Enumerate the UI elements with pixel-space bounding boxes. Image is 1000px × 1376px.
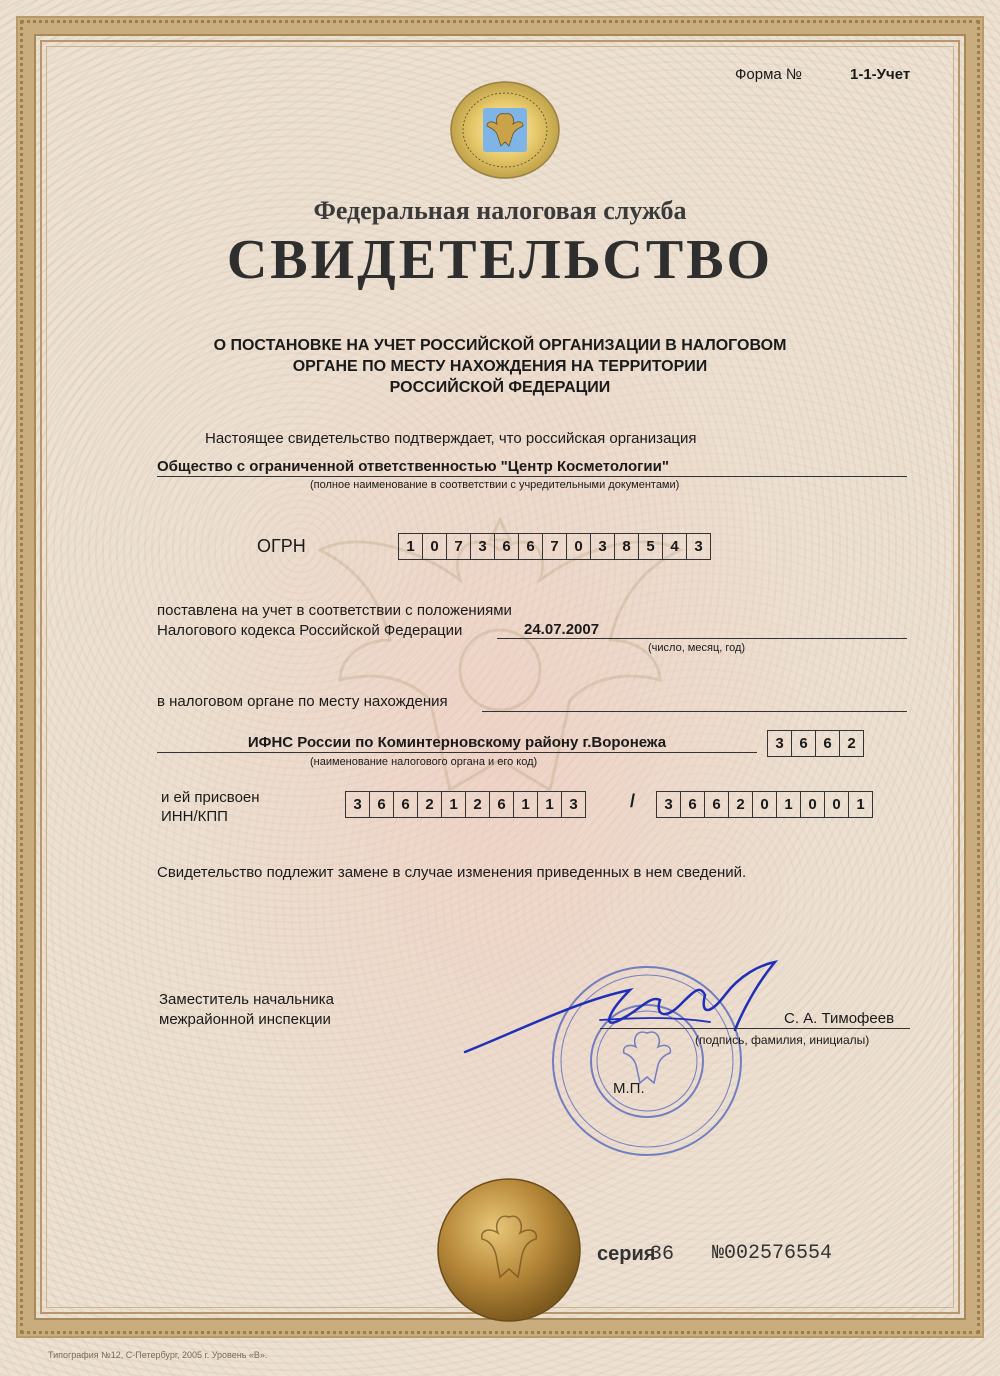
typography-imprint: Типография №12, С-Петербург, 2005 г. Уровень «В». — [48, 1350, 268, 1360]
number-sign: № — [712, 1242, 725, 1265]
series-label: серия — [597, 1243, 656, 1265]
ogrn-digits — [398, 533, 711, 560]
ogrn-digit: 0 — [567, 533, 591, 560]
ogrn-digit: 6 — [495, 533, 519, 560]
inn-digit: 2 — [418, 791, 442, 818]
tax-code-digit: 3 — [767, 730, 792, 757]
form-label: Форма № — [735, 66, 803, 83]
kpp-digit: 1 — [849, 791, 873, 818]
kpp-digit: 2 — [729, 791, 753, 818]
subtitle-line: РОССИЙСКОЙ ФЕДЕРАЦИИ — [389, 379, 611, 396]
inn-digits — [345, 791, 586, 818]
signatory-position-line-2: межрайонной инспекции — [159, 1011, 331, 1028]
kpp-digits — [656, 791, 873, 818]
kpp-digit: 0 — [753, 791, 777, 818]
subtitle-line: ОРГАНЕ ПО МЕСТУ НАХОЖДЕНИЯ НА ТЕРРИТОРИИ — [292, 358, 708, 375]
kpp-digit: 0 — [801, 791, 825, 818]
tax-authority-location-text: в налоговом органе по месту нахождения — [157, 693, 448, 710]
confirm-text: Настоящее свидетельство подтверждает, что российская организация — [205, 430, 697, 447]
kpp-digit: 0 — [825, 791, 849, 818]
signature-line — [600, 1028, 910, 1029]
inn-kpp-label: ИНН/КПП — [161, 808, 228, 825]
inn-digit: 6 — [394, 791, 418, 818]
gold-seal-icon — [436, 1177, 582, 1323]
signatory-position-line-1: Заместитель начальника — [159, 991, 335, 1008]
organization-name-hint: (полное наименование в соответствии с учредительными документами) — [310, 479, 680, 491]
subtitle-line: О ПОСТАНОВКЕ НА УЧЕТ РОССИЙСКОЙ ОРГАНИЗАЦИИ В НАЛОГОВОМ — [213, 337, 787, 354]
registration-line-1: поставлена на учет в соответствии с положениями — [157, 602, 512, 619]
inn-digit: 1 — [514, 791, 538, 818]
tax-authority-hint: (наименование налогового органа и его код) — [310, 756, 538, 768]
certificate-title: СВИДЕТЕЛЬСТВО — [226, 229, 774, 291]
underline — [482, 711, 907, 712]
inn-digit: 1 — [442, 791, 466, 818]
certificate-subtitle — [150, 335, 850, 398]
tax-code-digit: 6 — [816, 730, 840, 757]
replacement-note: Свидетельство подлежит замене в случае изменения приведенных в нем сведений. — [157, 864, 747, 881]
number-value: 002576554 — [724, 1242, 833, 1265]
organization-name: Общество с ограниченной ответственностью "Центр Косметологии" — [157, 458, 907, 477]
fns-hologram-emblem-icon — [449, 80, 561, 180]
inn-digit: 6 — [370, 791, 394, 818]
signatory-name: С. А. Тимофеев — [784, 1010, 895, 1027]
form-number: 1-1-Учет — [850, 66, 911, 83]
kpp-digit: 3 — [656, 791, 681, 818]
ogrn-digit: 7 — [543, 533, 567, 560]
stamp-place-label: М.П. — [613, 1080, 645, 1097]
kpp-digit: 1 — [777, 791, 801, 818]
ogrn-digit: 8 — [615, 533, 639, 560]
inn-digit: 3 — [345, 791, 370, 818]
registration-date-hint: (число, месяц, год) — [648, 642, 746, 654]
ogrn-digit: 5 — [639, 533, 663, 560]
ogrn-digit: 1 — [398, 533, 423, 560]
registration-line-2: Налогового кодекса Российской Федерации — [157, 622, 463, 639]
tax-code-digit: 6 — [792, 730, 816, 757]
ogrn-digit: 3 — [591, 533, 615, 560]
service-name: Федеральная налоговая служба — [313, 196, 687, 225]
inn-digit: 1 — [538, 791, 562, 818]
tax-authority-name: ИФНС России по Коминтерновскому району г.Воронежа — [157, 734, 757, 753]
ogrn-digit: 4 — [663, 533, 687, 560]
kpp-digit: 6 — [705, 791, 729, 818]
inn-digit: 2 — [466, 791, 490, 818]
ogrn-digit: 3 — [687, 533, 711, 560]
inn-digit: 3 — [562, 791, 586, 818]
tax-authority-code — [767, 730, 864, 757]
inn-digit: 6 — [490, 791, 514, 818]
series-number: 36 — [650, 1243, 675, 1266]
kpp-digit: 6 — [681, 791, 705, 818]
ogrn-digit: 7 — [447, 533, 471, 560]
signatory-hint: (подпись, фамилия, инициалы) — [695, 1033, 870, 1047]
tax-code-digit: 2 — [840, 730, 864, 757]
ogrn-digit: 0 — [423, 533, 447, 560]
inn-kpp-separator: / — [630, 791, 636, 811]
ogrn-label: ОГРН — [257, 536, 306, 556]
registration-date: 24.07.2007 — [497, 621, 907, 639]
ogrn-digit: 3 — [471, 533, 495, 560]
ogrn-digit: 6 — [519, 533, 543, 560]
certificate-number — [712, 1242, 832, 1265]
inn-kpp-line-1: и ей присвоен — [161, 789, 260, 806]
